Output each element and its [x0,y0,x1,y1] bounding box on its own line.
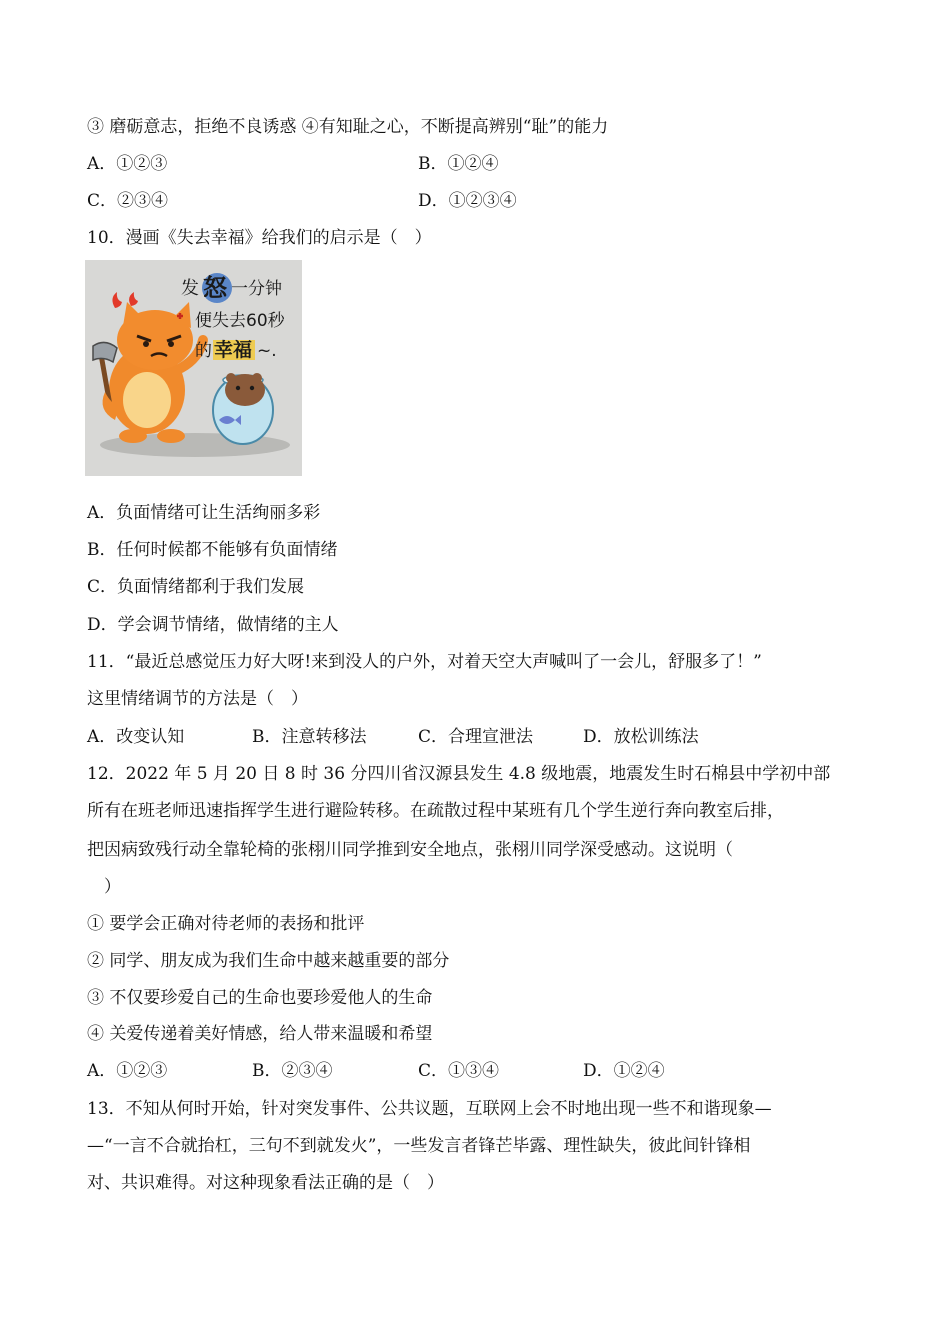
q9-option-a[interactable]: A．①②③ [87,154,168,174]
cartoon-text-tilde: ~. [257,341,277,361]
cartoon-text-line2: 便失去60秒 [195,311,285,331]
q13-stem-line3: 对、共识难得。对这种现象看法正确的是（ ） [87,1173,444,1193]
q12-stem-line3: 把因病致残行动全靠轮椅的张栩川同学推到安全地点，张栩川同学深受感动。这说明（ [87,840,733,860]
q12-option-b[interactable]: B．②③④ [252,1061,333,1081]
q10-stem: 10．漫画《失去幸福》给我们的启示是（ ） [87,228,432,248]
q11-option-a[interactable]: A．改变认知 [87,727,185,747]
q9-option-c[interactable]: C．②③④ [87,191,169,211]
q12-option-c[interactable]: C．①③④ [418,1061,500,1081]
q12-statement-4: ④ 关爱传递着美好情感，给人带来温暖和希望 [87,1024,433,1044]
q12-stem-line2: 所有在班老师迅速指挥学生进行避险转移。在疏散过程中某班有几个学生逆行奔向教室后排， [87,801,784,821]
cartoon-text-minute: 一分钟 [231,279,282,299]
q13-stem-line1: 13．不知从何时开始，针对突发事件、公共议题，互联网上会不时地出现一些不和谐现象— [87,1099,772,1119]
cartoon-text-de: 的 [195,341,212,361]
q13-stem-line2: —“一言不合就抬杠，三句不到就发火”，一些发言者锋芒毕露、理性缺失，彼此间针锋相 [87,1136,751,1156]
cartoon-text-fa: 发 [181,278,199,299]
q11-option-b[interactable]: B．注意转移法 [252,727,367,747]
q11-stem-line1: 11．“最近总感觉压力好大呀!来到没人的户外，对着天空大声喊叫了一会儿，舒服多了！” [87,652,762,672]
q12-option-a[interactable]: A．①②③ [87,1061,168,1081]
q12-statement-2: ② 同学、朋友成为我们生命中越来越重要的部分 [87,951,450,971]
q10-option-d[interactable]: D．学会调节情绪，做情绪的主人 [87,615,339,635]
q9-statement-line: ③ 磨砺意志，拒绝不良诱惑 ④有知耻之心，不断提高辨别“耻”的能力 [87,117,609,137]
q12-option-d[interactable]: D．①②④ [583,1061,665,1081]
q11-stem-line2: 这里情绪调节的方法是（ ） [87,689,308,709]
q11-option-c[interactable]: C．合理宣泄法 [418,727,534,747]
q10-cartoon-image [85,260,302,476]
q12-stem-line4: ） [104,877,121,897]
q10-option-a[interactable]: A．负面情绪可让生活绚丽多彩 [87,503,321,523]
q9-option-b[interactable]: B．①②④ [418,154,499,174]
q9-option-d[interactable]: D．①②③④ [418,191,517,211]
q12-statement-1: ① 要学会正确对待老师的表扬和批评 [87,914,365,934]
q12-stem-line1: 12．2022 年 5 月 20 日 8 时 36 分四川省汉源县发生 4.8 级地震，地震发生时石棉县中学初中部 [87,764,831,784]
q10-option-b[interactable]: B．任何时候都不能够有负面情绪 [87,540,338,560]
q11-option-d[interactable]: D．放松训练法 [583,727,699,747]
q10-option-c[interactable]: C．负面情绪都利于我们发展 [87,577,305,597]
q12-statement-3: ③ 不仅要珍爱自己的生命也要珍爱他人的生命 [87,988,433,1008]
cartoon-text-happiness: 幸福 [214,339,253,361]
cartoon-text-nu: 怒 [203,274,227,302]
